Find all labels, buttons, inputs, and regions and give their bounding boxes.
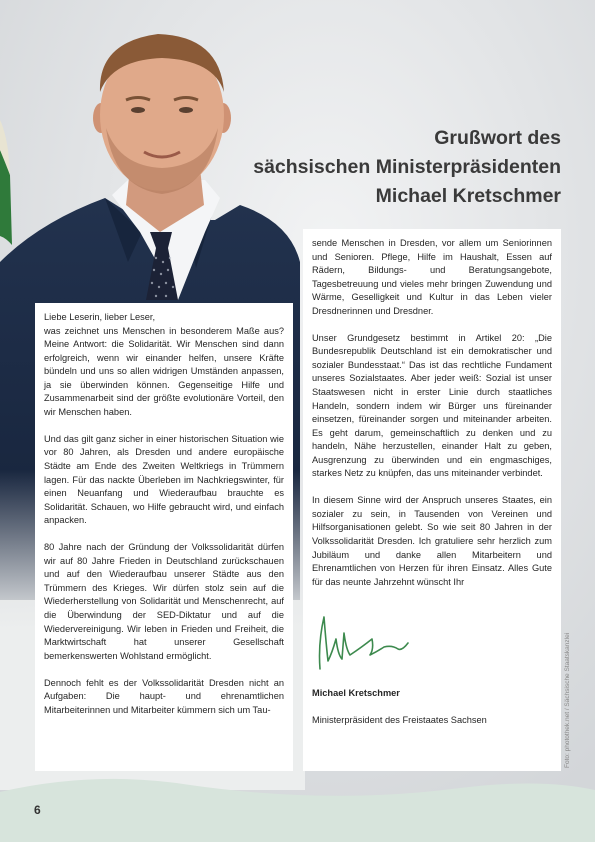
paragraph: Und das gilt ganz sicher in einer historischen Situation wie vor 80 Jahren, als Dresden und andere europäische Städte am Ende des Zweiten Weltkriegs in Trümmern lagen. Für das nackte Überleben im Nachkriegswinter, für einen Neuanfang und Wiederaufbau brauchte es Solidarität. Schauen, wo Hilfe gebraucht wird, und einfach anpacken. bbox=[44, 433, 284, 526]
paragraph: In diesem Sinne wird der Anspruch unseres Staates, ein sozialer zu sein, in Tausenden von Vereinen und Hilfsorganisationen gelebt. So wie seit 80 Jahren in der Volkssolidarität Dresden. Ich gratuliere sehr herzlich zum Jubiläum und danke allen Mitarbeitern und Ehrenamtlichen von Herzen für ihren Einsatz. Alles Gute für das neunte Jahrzehnt wünscht Ihr bbox=[312, 495, 552, 587]
signature-role: Ministerpräsident des Freistaates Sachsen bbox=[312, 714, 487, 725]
text-column-left bbox=[35, 303, 293, 771]
title-line-3: Michael Kretschmer bbox=[375, 185, 561, 207]
photo-credit: Foto: photothek.net / Sächsische Staatskanzlei bbox=[564, 632, 571, 768]
handwritten-signature bbox=[312, 603, 552, 673]
page-title bbox=[253, 124, 561, 211]
title-line-2: sächsischen Ministerpräsidenten bbox=[253, 156, 561, 178]
paragraph: Dennoch fehlt es der Volkssolidarität Dresden nicht an Aufgaben: Die haupt- und ehrenamtlichen Mitarbeiterinnen und Mitarbeiter kümmern sich um Tau- bbox=[44, 677, 284, 715]
paragraph: Unser Grundgesetz bestimmt in Artikel 20: „Die Bundesrepublik Deutschland ist ein demokratischer und sozialer Bundesstaat.“ Das ist das rechtliche Fundament unseres Sozialstaates. Aber jeder weiß: Sozial ist unser Staatswesen nicht in erster Linie durch staatliches Handeln, sondern indem wir Bürger uns füreinander einsetzen, füreinander sorgen und miteinander arbeiten. Es geht darum, gemeinschaftlich zu denken und zu handeln, Nähe herzustellen, einander Halt zu geben, Ausgrenzung zu überwinden und ein engmaschiges, starkes Netz zu knüpfen, das uns miteinander verbindet. bbox=[312, 332, 552, 479]
paragraph: sende Menschen in Dresden, vor allem um Seniorinnen und Senioren. Pflege, Hilfe im Haushalt, Essen auf Rädern, Bildungs- und Beratungsangebote, Tagesbetreuung und vieles mehr bringen Zuwendung und Wärme, Geselligkeit und Kultur in das Leben vieler Dresdnerinnen und Dresdner. bbox=[312, 238, 552, 316]
text-column-right bbox=[303, 229, 561, 771]
paragraph: 80 Jahre nach der Gründung der Volkssolidarität dürfen wir auf 80 Jahre Frieden in Deutschland zurückschauen und auf den Wiederaufbau unserer Städte aus den Trümmern des Krieges. Wir dürfen stolz sein auf die Wiederherstellung von Solidarität und Menschenrecht, auf die Überwindung der SED-Diktatur und auf die Wiedervereinigung. Wir leben in Frieden und Freiheit, die Marktwirtschaft hat unserer Gesellschaft bemerkenswerten Wohlstand ermöglicht. bbox=[44, 542, 284, 661]
title-line-1: Grußwort des bbox=[434, 127, 561, 149]
page-number: 6 bbox=[34, 803, 41, 817]
signature-name: Michael Kretschmer bbox=[312, 687, 400, 698]
paragraph: Liebe Leserin, lieber Leser, was zeichnet uns Menschen in besonderem Maße aus? Meine Antwort: die Solidarität. Wir Menschen sind dann erfolgreich, wenn wir einander helfen, unsere Kräfte bündeln und uns so allen widrigen Umständen anpassen, ja sie überwinden können. Gegenseitige Hilfe und Zusammenarbeit sind der größte evolutionäre Vorteil, den wir Menschen haben. bbox=[44, 312, 284, 417]
